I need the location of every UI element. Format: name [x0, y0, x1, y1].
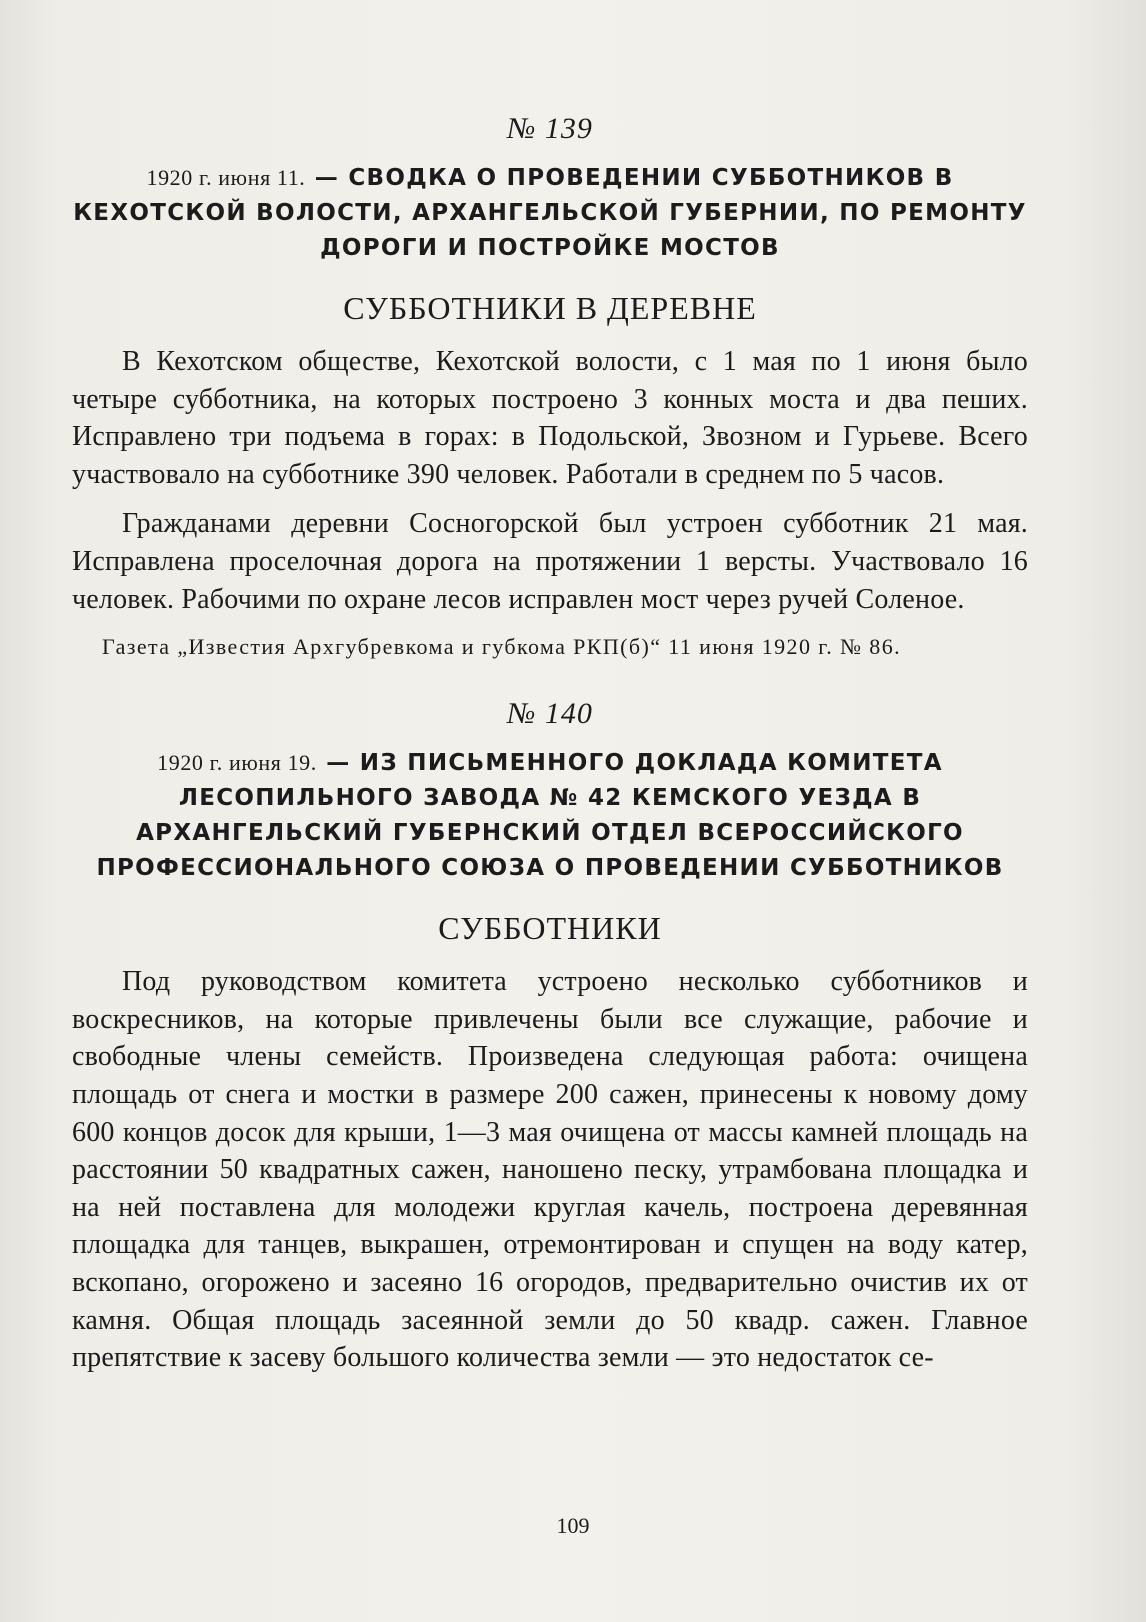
document-heading: [72, 745, 1028, 886]
heading-text: — СВОДКА О ПРОВЕДЕНИИ СУББОТНИКОВ В КЕХОТСКОЙ ВОЛОСТИ, АРХАНГЕЛЬСКОЙ ГУБЕРНИИ, ПО РЕМОНТУ ДОРОГИ И ПОСТРОЙКЕ МОСТОВ: [73, 165, 1027, 261]
paragraph: В Кехотском обществе, Кехотской волости, с 1 мая по 1 июня было четыре субботника, на которых построено 3 конных моста и два пеших. Исправлено три подъема в горах: в Подольской, Звозном и Гурьеве. Всего участвовало на субботнике 390 человек. Работали в среднем по 5 часов.: [72, 346, 1028, 490]
article-title: СУББОТНИКИ: [438, 910, 662, 947]
document-140: [72, 697, 1028, 1377]
document-heading: [72, 160, 1028, 266]
source-citation: Газета „Известия Архгубревкома и губкома РКП(б)“ 11 июня 1920 г. № 86.: [102, 634, 901, 660]
page-number: 109: [556, 1513, 590, 1538]
heading-date: 1920 г. июня 19.: [157, 750, 317, 776]
document-139: [72, 112, 1028, 661]
heading-date: 1920 г. июня 11.: [146, 165, 306, 190]
paragraph: Гражданами деревни Сосногорской был устроен субботник 21 мая. Исправлена проселочная дорога на протяжении 1 версты. Участвовало 16 человек. Рабочими по охране лесов исправлен мост через ручей Соленое.: [72, 508, 1028, 615]
document-number: № 140: [507, 697, 593, 731]
heading-text: — ИЗ ПИСЬМЕННОГО ДОКЛАДА КОМИТЕТА ЛЕСОПИЛЬНОГО ЗАВОДА № 42 КЕМСКОГО УЕЗДА В АРХАНГЕЛЬСКИЙ ГУБЕРНСКИЙ ОТДЕЛ ВСЕРОССИЙСКОГО ПРОФЕССИОНАЛЬНОГО СОЮЗА О ПРОВЕДЕНИИ СУББОТНИКОВ: [96, 750, 1004, 882]
document-number: № 139: [507, 112, 593, 145]
paragraph: Под руководством комитета устроено несколько субботников и воскресников, на которые привлечены были все служащие, рабочие и свободные члены семейств. Произведена следующая работа: очищена площадь от снега и мостки в размере 200 сажен, принесены к новому дому 600 концов досок для крыши, 1—3 мая очищена от массы камней площадь на расстоянии 50 квадратных сажен, наношено песку, утрамбована площадка и на ней поставлена для молодежи круглая качель, построена деревянная площадка для танцев, выкрашен, отремонтирован и спущен на воду катер, вскопано, огорожено и засеяно 16 огородов, предварительно очистив их от камня. Общая площадь засеянной земли до 50 квадр. сажен. Главное препятствие к засеву большого количества земли — это недостаток се-: [72, 966, 1028, 1374]
article-title: СУББОТНИКИ В ДЕРЕВНЕ: [343, 290, 757, 326]
